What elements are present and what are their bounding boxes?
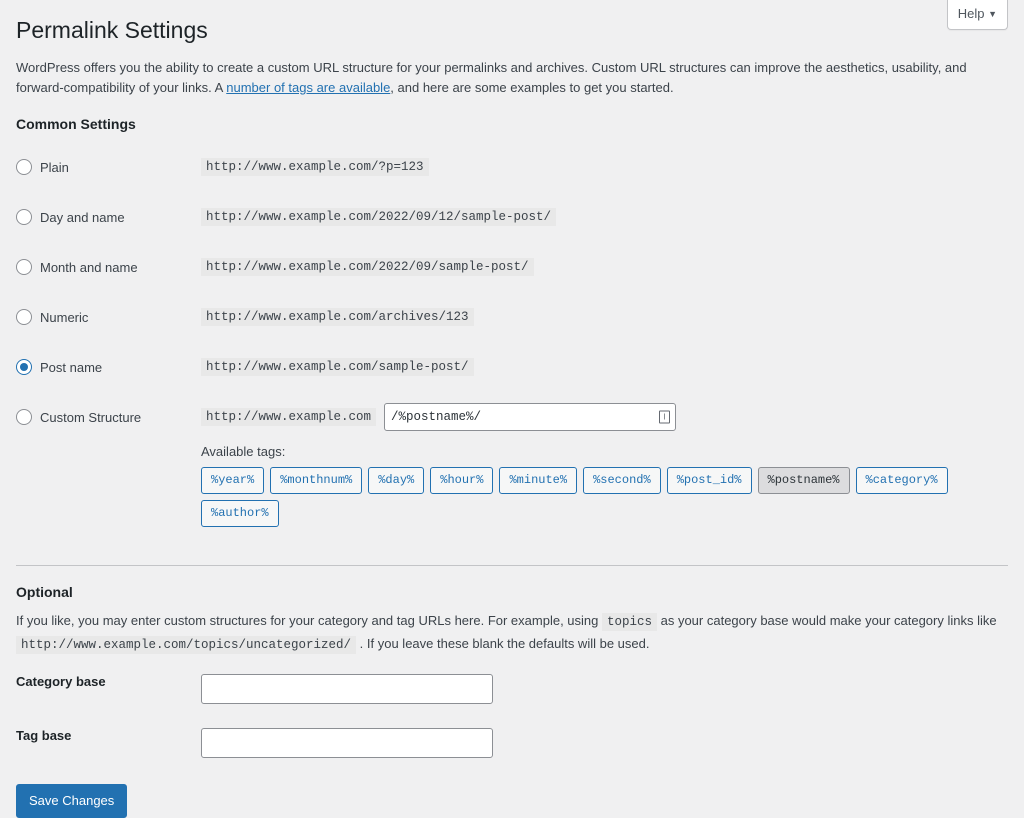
save-changes-button[interactable]: Save Changes xyxy=(16,784,127,818)
custom-structure-input-wrap xyxy=(384,403,676,431)
radio-custom-structure[interactable] xyxy=(16,409,32,425)
custom-structure-cell xyxy=(201,392,1008,539)
optional-description xyxy=(16,610,1006,657)
category-base-input[interactable] xyxy=(201,674,493,704)
help-button-label: Help xyxy=(957,6,985,21)
radio-month-and-name[interactable] xyxy=(16,259,32,275)
radio-plain[interactable] xyxy=(16,159,32,175)
radio-label-post-name: Post name xyxy=(40,359,103,375)
option-cell-plain xyxy=(16,142,201,192)
tag-button-day[interactable]: %day% xyxy=(368,467,424,494)
table-row-numeric xyxy=(16,292,1008,342)
optional-text-part1: If you like, you may enter custom structures for your category and tag URLs here. For example, using xyxy=(16,612,602,628)
option-cell-day-and-name xyxy=(16,192,201,242)
example-cell-day-and-name xyxy=(201,192,1008,242)
optional-code-example-url: http://www.example.com/topics/uncategorized/ xyxy=(16,636,356,654)
option-cell-custom-structure xyxy=(16,392,201,539)
table-row-tag-base xyxy=(16,716,1008,770)
section-divider xyxy=(16,565,1008,566)
tag-button-second[interactable]: %second% xyxy=(583,467,661,494)
tag-base-input[interactable] xyxy=(201,728,493,758)
available-tags-list xyxy=(201,467,998,527)
text-cursor-icon: I xyxy=(659,411,670,424)
option-cell-numeric xyxy=(16,292,201,342)
radio-label-custom-structure: Custom Structure xyxy=(40,409,142,425)
optional-settings-table xyxy=(16,662,1008,770)
custom-structure-input[interactable] xyxy=(384,403,676,431)
optional-heading: Optional xyxy=(16,583,73,600)
table-row-month-and-name xyxy=(16,242,1008,292)
table-row-custom-structure xyxy=(16,392,1008,539)
radio-label-plain: Plain xyxy=(40,159,69,175)
tag-button-post-id[interactable]: %post_id% xyxy=(667,467,752,494)
option-cell-month-and-name xyxy=(16,242,201,292)
tag-button-category[interactable]: %category% xyxy=(856,467,948,494)
category-base-label: Category base xyxy=(16,674,106,690)
table-row-post-name xyxy=(16,342,1008,392)
available-tags-label: Available tags: xyxy=(201,444,286,460)
value-cell-tag-base xyxy=(201,716,1008,770)
optional-text-part3: . If you leave these blank the defaults will be used. xyxy=(356,636,650,652)
label-cell-tag-base xyxy=(16,716,201,770)
tag-button-minute[interactable]: %minute% xyxy=(499,467,577,494)
example-url-post-name: http://www.example.com/sample-post/ xyxy=(201,358,474,376)
intro-paragraph xyxy=(16,58,1006,98)
available-tags-link[interactable]: number of tags are available xyxy=(226,80,391,96)
common-settings-table xyxy=(16,142,1008,539)
common-settings-heading: Common Settings xyxy=(16,116,136,133)
radio-label-day-and-name: Day and name xyxy=(40,209,125,225)
example-cell-month-and-name xyxy=(201,242,1008,292)
tag-button-author[interactable]: %author% xyxy=(201,500,279,527)
custom-structure-prefix: http://www.example.com xyxy=(201,408,376,426)
optional-text-part2: as your category base would make your category links like xyxy=(657,612,997,628)
radio-numeric[interactable] xyxy=(16,309,32,325)
chevron-down-icon: ▼ xyxy=(988,9,997,19)
label-cell-category-base xyxy=(16,662,201,716)
tag-button-hour[interactable]: %hour% xyxy=(430,467,493,494)
page-title: Permalink Settings xyxy=(16,17,208,43)
example-cell-plain xyxy=(201,142,1008,192)
tag-button-year[interactable]: %year% xyxy=(201,467,264,494)
radio-label-month-and-name: Month and name xyxy=(40,259,138,275)
table-row-category-base xyxy=(16,662,1008,716)
submit-area xyxy=(16,770,1008,818)
tag-button-monthnum[interactable]: %monthnum% xyxy=(270,467,362,494)
help-button[interactable] xyxy=(947,0,1008,30)
table-row-plain xyxy=(16,142,1008,192)
example-url-day-and-name: http://www.example.com/2022/09/12/sample-post/ xyxy=(201,208,556,226)
example-url-numeric: http://www.example.com/archives/123 xyxy=(201,308,474,326)
intro-text-part1: WordPress offers you the ability to create a custom URL structure for your permalinks and archives. Custom URL structures can improve the aesthetics, usability, and forward-compatibility of your links. A xyxy=(16,59,967,96)
radio-post-name[interactable] xyxy=(16,359,32,375)
value-cell-category-base xyxy=(201,662,1008,716)
tag-button-postname[interactable]: %postname% xyxy=(758,467,850,494)
intro-text-part2: , and here are some examples to get you started. xyxy=(390,80,674,96)
option-cell-post-name xyxy=(16,342,201,392)
radio-day-and-name[interactable] xyxy=(16,209,32,225)
example-url-month-and-name: http://www.example.com/2022/09/sample-post/ xyxy=(201,258,534,276)
example-cell-post-name xyxy=(201,342,1008,392)
table-row-day-and-name xyxy=(16,192,1008,242)
tag-base-label: Tag base xyxy=(16,728,72,744)
example-cell-numeric xyxy=(201,292,1008,342)
optional-code-topics: topics xyxy=(602,613,657,631)
radio-label-numeric: Numeric xyxy=(40,309,89,325)
example-url-plain: http://www.example.com/?p=123 xyxy=(201,158,429,176)
